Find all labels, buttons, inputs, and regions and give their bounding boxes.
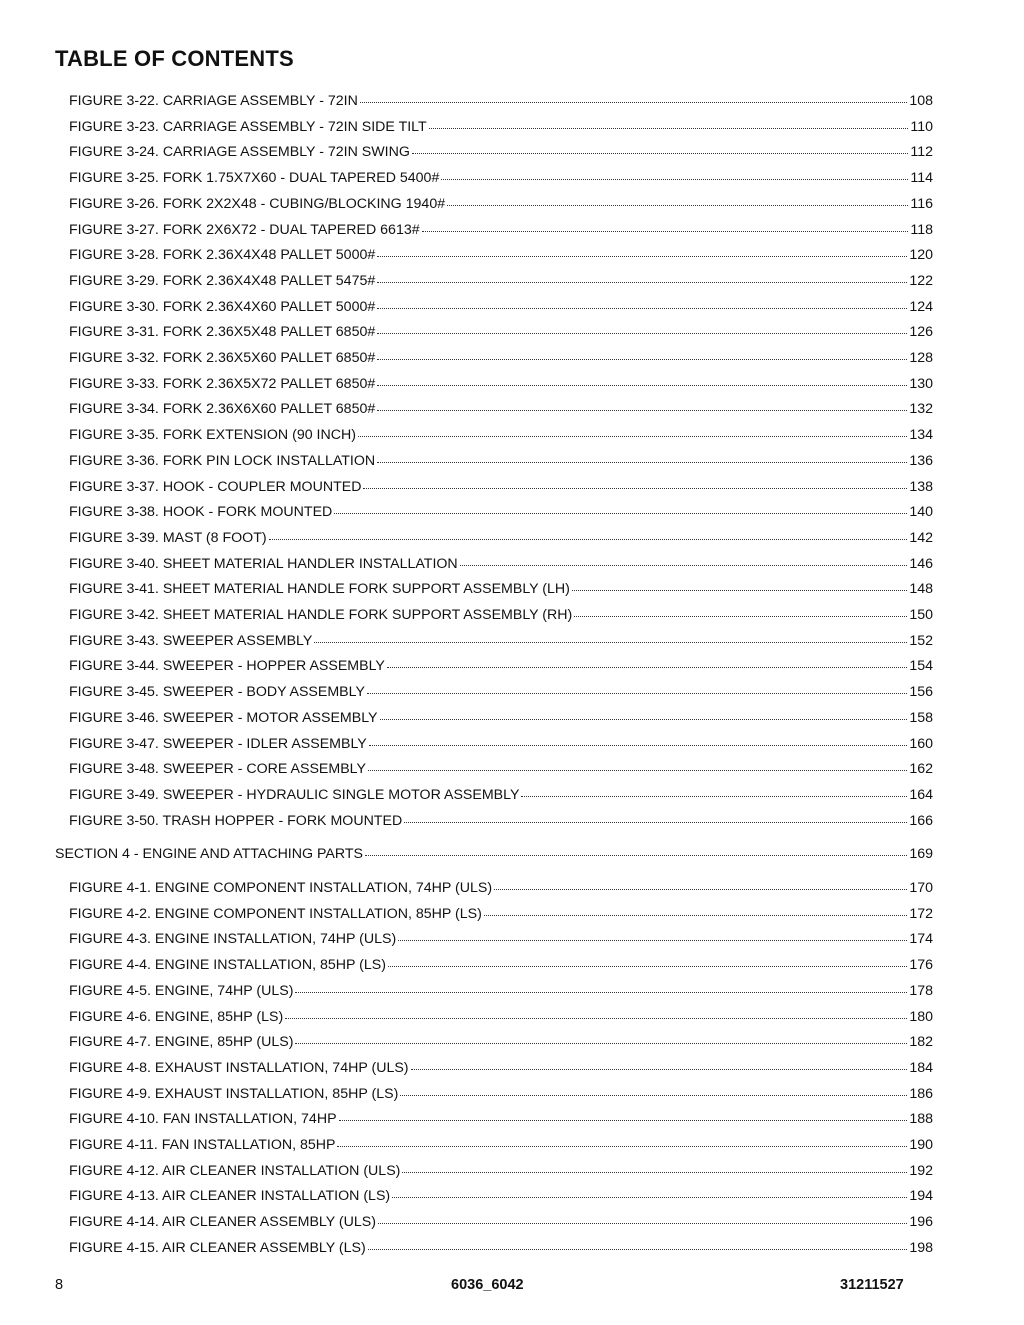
toc-entry-page: 169 <box>909 846 933 863</box>
toc-figure-entry[interactable] <box>69 1136 933 1154</box>
toc-entry-page: 136 <box>909 452 933 469</box>
toc-figure-entry[interactable] <box>69 606 933 624</box>
toc-entry-label: FIGURE 3-40. SHEET MATERIAL HANDLER INSTALLATION <box>69 555 458 572</box>
toc-entry-label: FIGURE 4-3. ENGINE INSTALLATION, 74HP (ULS) <box>69 931 397 948</box>
dot-leader <box>377 450 907 463</box>
toc-entry-page: 186 <box>909 1085 933 1102</box>
toc-entry-page: 130 <box>909 375 933 392</box>
dot-leader <box>484 903 907 916</box>
toc-entry-page: 198 <box>909 1239 933 1256</box>
dot-leader <box>400 1083 907 1096</box>
toc-entry-page: 110 <box>910 118 933 135</box>
dot-leader <box>441 167 908 180</box>
toc-figure-entry[interactable] <box>69 879 933 897</box>
dot-leader <box>334 501 907 514</box>
toc-figure-entry[interactable] <box>69 1187 933 1205</box>
toc-entry-page: 146 <box>909 555 933 572</box>
dot-leader <box>269 527 908 540</box>
toc-entry-label: FIGURE 4-14. AIR CLEANER ASSEMBLY (ULS) <box>69 1214 376 1231</box>
toc-entry-page: 156 <box>909 684 933 701</box>
toc-entry-page: 162 <box>909 761 933 778</box>
toc-entry-page: 142 <box>909 529 933 546</box>
toc-entry-page: 160 <box>909 735 933 752</box>
toc-figure-entry[interactable] <box>69 400 933 418</box>
toc-entry-label: FIGURE 3-34. FORK 2.36X6X60 PALLET 6850# <box>69 401 376 418</box>
toc-entry-label: FIGURE 3-22. CARRIAGE ASSEMBLY - 72IN <box>69 93 358 109</box>
toc-entry-page: 138 <box>909 478 933 495</box>
toc-figure-entry[interactable] <box>69 555 933 573</box>
toc-entry-label: FIGURE 3-45. SWEEPER - BODY ASSEMBLY <box>69 684 365 701</box>
toc-entry-label: FIGURE 4-4. ENGINE INSTALLATION, 85HP (LS) <box>69 957 386 974</box>
dot-leader <box>368 1237 908 1250</box>
toc-figure-entry[interactable] <box>69 529 933 547</box>
toc-entry-page: 172 <box>909 905 933 922</box>
toc-section-entry[interactable] <box>55 845 933 863</box>
dot-leader <box>369 733 908 746</box>
toc-entry-label: FIGURE 3-41. SHEET MATERIAL HANDLE FORK SUPPORT ASSEMBLY (LH) <box>69 581 570 598</box>
toc-entry-label: SECTION 4 - ENGINE AND ATTACHING PARTS <box>55 846 363 863</box>
toc-entry-label: FIGURE 3-46. SWEEPER - MOTOR ASSEMBLY <box>69 709 378 726</box>
toc-entry-label: FIGURE 3-36. FORK PIN LOCK INSTALLATION <box>69 452 376 469</box>
dot-leader <box>402 1160 907 1173</box>
dot-leader <box>422 219 909 232</box>
toc-entry-page: 170 <box>909 880 933 896</box>
toc-figure-entry[interactable] <box>69 956 933 974</box>
dot-leader <box>494 877 907 890</box>
dot-leader <box>412 141 909 154</box>
toc-entry-page: 182 <box>909 1034 933 1051</box>
toc-entry-label: FIGURE 4-6. ENGINE, 85HP (LS) <box>69 1008 284 1025</box>
toc-entry-label: FIGURE 4-10. FAN INSTALLATION, 74HP <box>69 1111 337 1128</box>
dot-leader <box>377 321 907 334</box>
dot-leader <box>368 758 907 771</box>
toc-entry-page: 196 <box>909 1214 933 1231</box>
toc-entry-page: 176 <box>909 957 933 974</box>
toc-entry-label: FIGURE 3-32. FORK 2.36X5X60 PALLET 6850# <box>69 350 376 366</box>
toc-entry-label: FIGURE 3-35. FORK EXTENSION (90 INCH) <box>69 427 356 444</box>
toc-entry-label: FIGURE 4-2. ENGINE COMPONENT INSTALLATION, 85HP (LS) <box>69 905 482 922</box>
toc-entry-label: FIGURE 3-30. FORK 2.36X4X60 PALLET 5000# <box>69 298 376 315</box>
toc-entry-label: FIGURE 3-44. SWEEPER - HOPPER ASSEMBLY <box>69 658 385 675</box>
dot-leader <box>367 681 907 694</box>
dot-leader <box>392 1185 907 1198</box>
toc-entry-page: 108 <box>909 93 933 109</box>
toc-figure-entry[interactable] <box>69 735 933 753</box>
dot-leader <box>429 116 909 129</box>
toc-entry-label: FIGURE 3-39. MAST (8 FOOT) <box>69 529 267 546</box>
footer-doc-number: 31211527 <box>840 1277 904 1293</box>
dot-leader <box>521 784 907 797</box>
toc-figure-entry[interactable] <box>69 1162 933 1180</box>
page-title: TABLE OF CONTENTS <box>55 46 294 71</box>
toc-figure-entry[interactable] <box>69 760 933 778</box>
dot-leader <box>285 1006 907 1019</box>
toc-entry-label: FIGURE 3-50. TRASH HOPPER - FORK MOUNTED <box>69 812 403 829</box>
toc-entry-label: FIGURE 4-12. AIR CLEANER INSTALLATION (ULS) <box>69 1162 401 1179</box>
dot-leader <box>377 296 907 309</box>
toc-entry-label: FIGURE 3-37. HOOK - COUPLER MOUNTED <box>69 478 362 495</box>
toc-entry-label: FIGURE 4-1. ENGINE COMPONENT INSTALLATION, 74HP (ULS) <box>69 880 493 896</box>
toc-entry-label: FIGURE 3-42. SHEET MATERIAL HANDLE FORK SUPPORT ASSEMBLY (RH) <box>69 607 573 623</box>
toc-entry-page: 164 <box>909 786 933 803</box>
toc-entry-label: FIGURE 4-5. ENGINE, 74HP (ULS) <box>69 982 294 999</box>
toc-figure-entry[interactable] <box>69 349 933 367</box>
toc-entry-label: FIGURE 3-28. FORK 2.36X4X48 PALLET 5000# <box>69 247 376 264</box>
toc-entry-page: 120 <box>909 247 933 264</box>
toc-entry-page: 180 <box>909 1008 933 1025</box>
toc-entry-page: 112 <box>910 144 933 161</box>
toc-figure-entry[interactable] <box>69 221 933 239</box>
toc-entry-page: 174 <box>909 931 933 948</box>
dot-leader <box>377 373 907 386</box>
toc-entry-page: 184 <box>909 1059 933 1076</box>
toc-entry-label: FIGURE 3-38. HOOK - FORK MOUNTED <box>69 504 333 521</box>
dot-leader <box>377 398 907 411</box>
dot-leader <box>314 630 907 643</box>
toc-entry-label: FIGURE 4-13. AIR CLEANER INSTALLATION (LS) <box>69 1188 391 1205</box>
dot-leader <box>460 553 908 566</box>
toc-entry-label: FIGURE 3-33. FORK 2.36X5X72 PALLET 6850# <box>69 375 376 392</box>
toc-entry-page: 194 <box>909 1188 933 1205</box>
toc-entry-label: FIGURE 4-7. ENGINE, 85HP (ULS) <box>69 1034 294 1051</box>
toc-figure-entry[interactable] <box>69 1059 933 1077</box>
toc-entry-page: 126 <box>909 324 933 341</box>
toc-entry-label: FIGURE 3-25. FORK 1.75X7X60 - DUAL TAPERED 5400# <box>69 170 440 187</box>
toc-figure-entry[interactable] <box>69 375 933 393</box>
toc-entry-page: 140 <box>909 504 933 521</box>
toc-entry-page: 132 <box>909 401 933 418</box>
toc-entry-page: 178 <box>909 982 933 999</box>
toc-entry-label: FIGURE 4-11. FAN INSTALLATION, 85HP <box>69 1137 336 1153</box>
dot-leader <box>404 810 907 823</box>
toc-figure-entry[interactable] <box>69 683 933 701</box>
toc-figure-entry[interactable] <box>69 905 933 923</box>
toc-entry-page: 188 <box>909 1111 933 1128</box>
toc-figure-entry[interactable] <box>69 1085 933 1103</box>
toc-figure-entry[interactable] <box>69 1033 933 1051</box>
dot-leader <box>339 1108 908 1121</box>
toc-figure-entry[interactable] <box>69 1213 933 1231</box>
toc-entry-page: 154 <box>909 658 933 675</box>
toc-entry-page: 192 <box>909 1162 933 1179</box>
dot-leader <box>365 843 907 856</box>
dot-leader <box>387 655 907 668</box>
toc-entry-label: FIGURE 3-27. FORK 2X6X72 - DUAL TAPERED 6613# <box>69 221 420 238</box>
toc-entry-label: FIGURE 4-8. EXHAUST INSTALLATION, 74HP (ULS) <box>69 1059 409 1076</box>
toc-entry-page: 118 <box>910 221 933 238</box>
dot-leader <box>447 193 908 206</box>
dot-leader <box>295 980 907 993</box>
toc-entry-page: 158 <box>909 709 933 726</box>
toc-entry-label: FIGURE 3-23. CARRIAGE ASSEMBLY - 72IN SIDE TILT <box>69 118 427 135</box>
dot-leader <box>574 604 907 617</box>
dot-leader <box>378 1211 907 1224</box>
toc-figure-entry[interactable] <box>69 478 933 496</box>
toc-entry-label: FIGURE 4-15. AIR CLEANER ASSEMBLY (LS) <box>69 1239 366 1256</box>
dot-leader <box>398 928 907 941</box>
toc-figure-entry[interactable] <box>69 657 933 675</box>
dot-leader <box>411 1057 908 1070</box>
toc-figure-entry[interactable] <box>69 930 933 948</box>
toc-figure-entry[interactable] <box>69 982 933 1000</box>
toc-figure-entry[interactable] <box>69 709 933 727</box>
toc-figure-entry[interactable] <box>69 92 933 110</box>
toc-entry-page: 124 <box>909 298 933 315</box>
dot-leader <box>295 1031 907 1044</box>
toc-figure-entry[interactable] <box>69 118 933 136</box>
toc-entry-page: 152 <box>909 632 933 649</box>
toc-figure-entry[interactable] <box>69 272 933 290</box>
toc-figure-entry[interactable] <box>69 786 933 804</box>
dot-leader <box>572 578 907 591</box>
toc-figure-entry[interactable] <box>69 143 933 161</box>
toc-entry-label: FIGURE 3-49. SWEEPER - HYDRAULIC SINGLE MOTOR ASSEMBLY <box>69 786 520 803</box>
toc-figure-entry[interactable] <box>69 1239 933 1257</box>
toc-figure-entry[interactable] <box>69 298 933 316</box>
footer-page-number: 8 <box>55 1277 64 1293</box>
toc-figure-entry[interactable] <box>69 426 933 444</box>
toc-entry-page: 150 <box>909 607 933 623</box>
toc-figure-entry[interactable] <box>69 1110 933 1128</box>
toc-figure-entry[interactable] <box>69 503 933 521</box>
toc-entry-label: FIGURE 3-24. CARRIAGE ASSEMBLY - 72IN SWING <box>69 144 410 161</box>
toc-entry-page: 166 <box>909 812 933 829</box>
toc-figure-entry[interactable] <box>69 452 933 470</box>
dot-leader <box>363 476 907 489</box>
toc-entry-page: 128 <box>909 350 933 366</box>
toc-entry-label: FIGURE 3-43. SWEEPER ASSEMBLY <box>69 632 313 649</box>
toc-figure-entry[interactable] <box>69 195 933 213</box>
dot-leader <box>360 90 907 103</box>
toc-entry-page: 122 <box>909 272 933 289</box>
toc-entry-label: FIGURE 3-26. FORK 2X2X48 - CUBING/BLOCKING 1940# <box>69 195 446 212</box>
toc-entry-page: 134 <box>909 427 933 444</box>
dot-leader <box>388 954 907 967</box>
toc-entry-label: FIGURE 3-29. FORK 2.36X4X48 PALLET 5475# <box>69 272 376 289</box>
toc-figure-entry[interactable] <box>69 323 933 341</box>
dot-leader <box>377 244 907 257</box>
dot-leader <box>337 1134 907 1147</box>
toc-figure-entry[interactable] <box>69 632 933 650</box>
dot-leader <box>358 424 907 437</box>
toc-figure-entry[interactable] <box>69 1008 933 1026</box>
toc-entry-label: FIGURE 4-9. EXHAUST INSTALLATION, 85HP (LS) <box>69 1085 399 1102</box>
toc-entry-page: 148 <box>909 581 933 598</box>
toc-figure-entry[interactable] <box>69 169 933 187</box>
toc-figure-entry[interactable] <box>69 246 933 264</box>
dot-leader <box>377 270 907 283</box>
toc-figure-entry[interactable] <box>69 580 933 598</box>
toc-entry-label: FIGURE 3-31. FORK 2.36X5X48 PALLET 6850# <box>69 324 376 341</box>
toc-entry-page: 190 <box>909 1137 933 1153</box>
dot-leader <box>377 347 907 360</box>
toc-entry-page: 114 <box>910 170 933 187</box>
toc-figure-entry[interactable] <box>69 812 933 830</box>
dot-leader <box>380 707 908 720</box>
toc-entry-label: FIGURE 3-47. SWEEPER - IDLER ASSEMBLY <box>69 735 367 752</box>
toc-entry-page: 116 <box>910 195 933 212</box>
toc-entry-label: FIGURE 3-48. SWEEPER - CORE ASSEMBLY <box>69 761 366 778</box>
footer-model: 6036_6042 <box>451 1277 524 1293</box>
